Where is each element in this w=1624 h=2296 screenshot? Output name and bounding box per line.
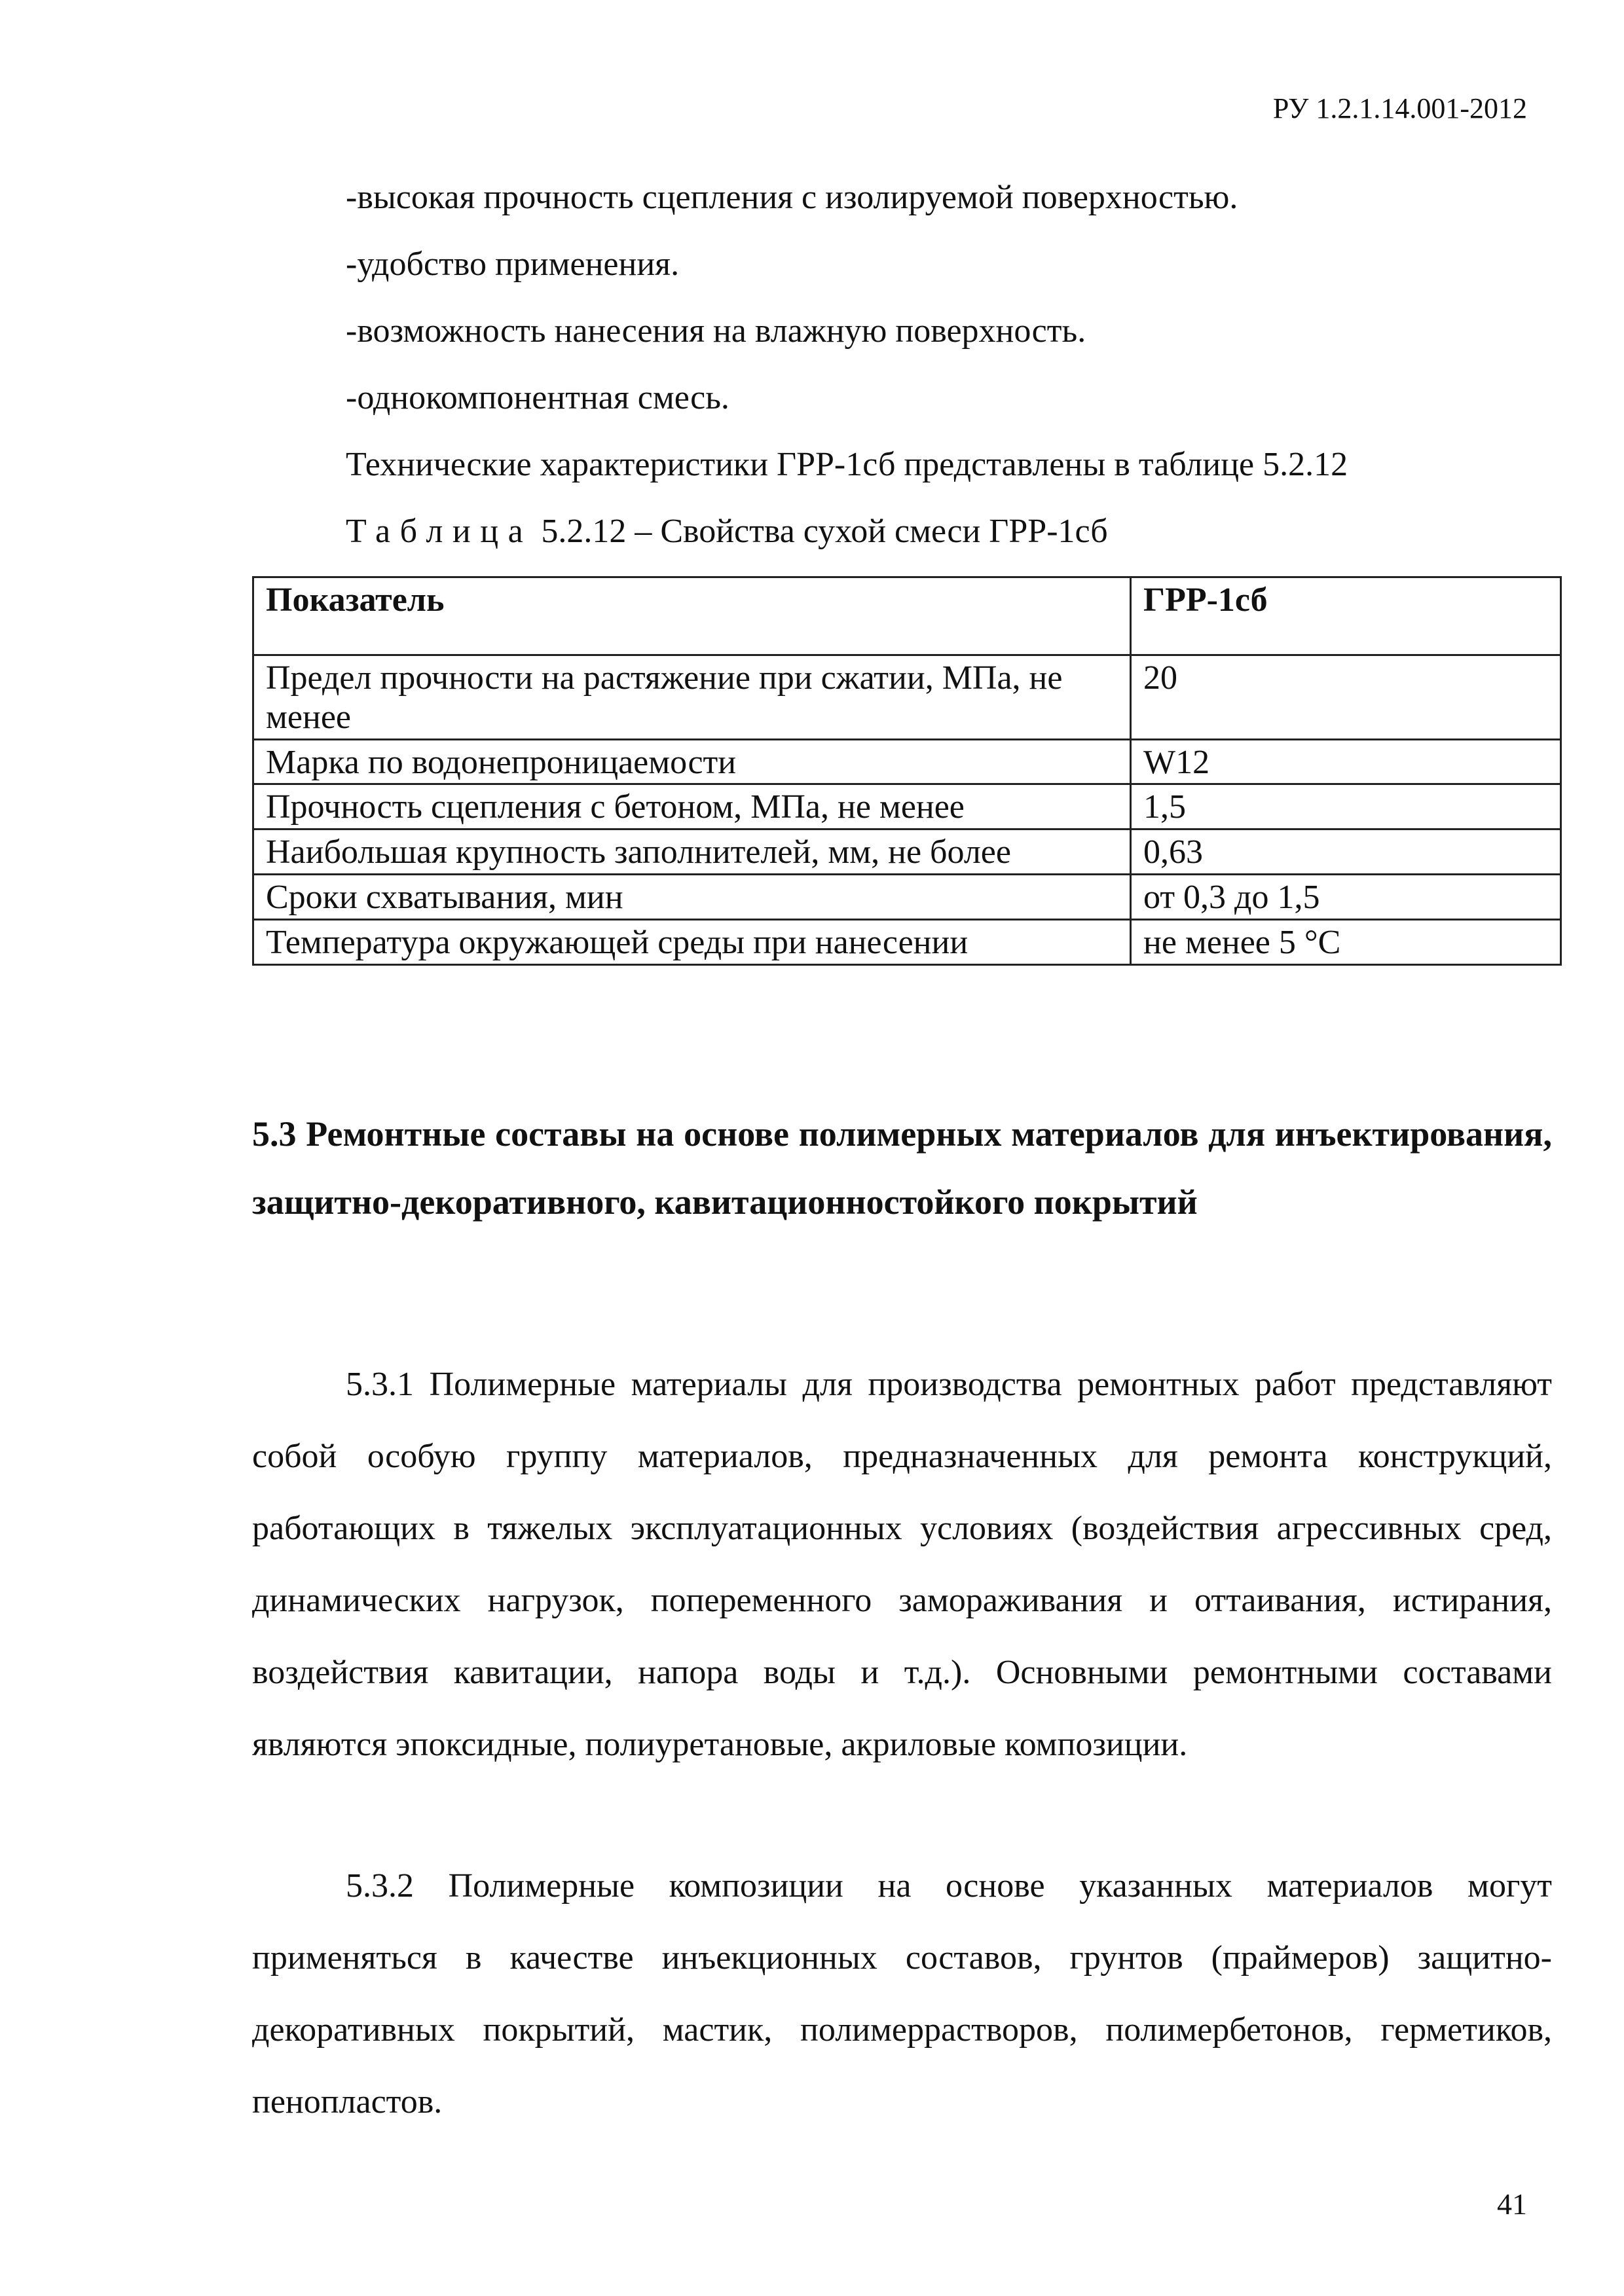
row-label: Марка по водонепроницаемости (253, 739, 1131, 784)
row-value: W12 (1131, 739, 1561, 784)
row-label: Наибольшая крупность заполнителей, мм, не более (253, 829, 1131, 875)
feature-item: -однокомпонентная смесь. (346, 379, 729, 416)
table-header-row (253, 577, 1561, 655)
row-value: от 0,3 до 1,5 (1131, 874, 1561, 919)
section-heading: 5.3 Ремонтные составы на основе полимерных материалов для инъектирования, защитно-декоративного, кавитационностойкого покрытий (252, 1114, 1552, 1222)
table-caption-text: 5.2.12 – Свойства сухой смеси ГРР-1сб (541, 513, 1108, 550)
table-row (253, 784, 1561, 829)
feature-item: -удобство применения. (346, 246, 680, 283)
feature-item: -высокая прочность сцепления с изолируемой поверхностью. (346, 179, 1238, 216)
row-label: Предел прочности на растяжение при сжатии, МПа, не менее (253, 655, 1131, 740)
intro-text: Технические характеристики ГРР-1сб представлены в таблице 5.2.12 (346, 446, 1348, 483)
row-label: Сроки схватывания, мин (253, 874, 1131, 919)
header-product: ГРР-1сб (1131, 577, 1561, 655)
table-row (253, 739, 1561, 784)
properties-table (252, 576, 1562, 966)
row-value: 0,63 (1131, 829, 1561, 875)
document-code: РУ 1.2.1.14.001-2012 (1272, 92, 1527, 124)
table-caption (346, 512, 1108, 551)
feature-item: -возможность нанесения на влажную поверхность. (346, 312, 1086, 350)
header-indicator: Показатель (253, 577, 1131, 655)
row-label: Температура окружающей среды при нанесении (253, 919, 1131, 964)
table-row (253, 919, 1561, 964)
paragraph-5-3-2: 5.3.2 Полимерные композиции на основе указанных материалов могут применяться в качестве инъекционных составов, грунтов (праймеров) защитно-декоративных покрытий, мастик, полимеррастворов, полимербетонов, герметиков, пенопластов. (252, 1867, 1552, 2121)
table-row (253, 829, 1561, 875)
table-caption-word: Таблица (346, 513, 533, 550)
row-value: 20 (1131, 655, 1561, 740)
row-value: не менее 5 °С (1131, 919, 1561, 964)
row-label: Прочность сцепления с бетоном, МПа, не менее (253, 784, 1131, 829)
row-value: 1,5 (1131, 784, 1561, 829)
table-row (253, 874, 1561, 919)
page-number: 41 (1497, 2187, 1527, 2221)
table-row (253, 655, 1561, 740)
paragraph-5-3-1: 5.3.1 Полимерные материалы для производства ремонтных работ представляют собой особую группу материалов, предназначенных для ремонта конструкций, работающих в тяжелых эксплуатационных условиях (воздействия агрессивных сред, динамических нагрузок, попеременного замораживания и оттаивания, истирания, воздействия кавитации, напора воды и т.д.). Основными ремонтными составами являются эпоксидные, полиуретановые, акриловые композиции. (252, 1366, 1552, 1763)
